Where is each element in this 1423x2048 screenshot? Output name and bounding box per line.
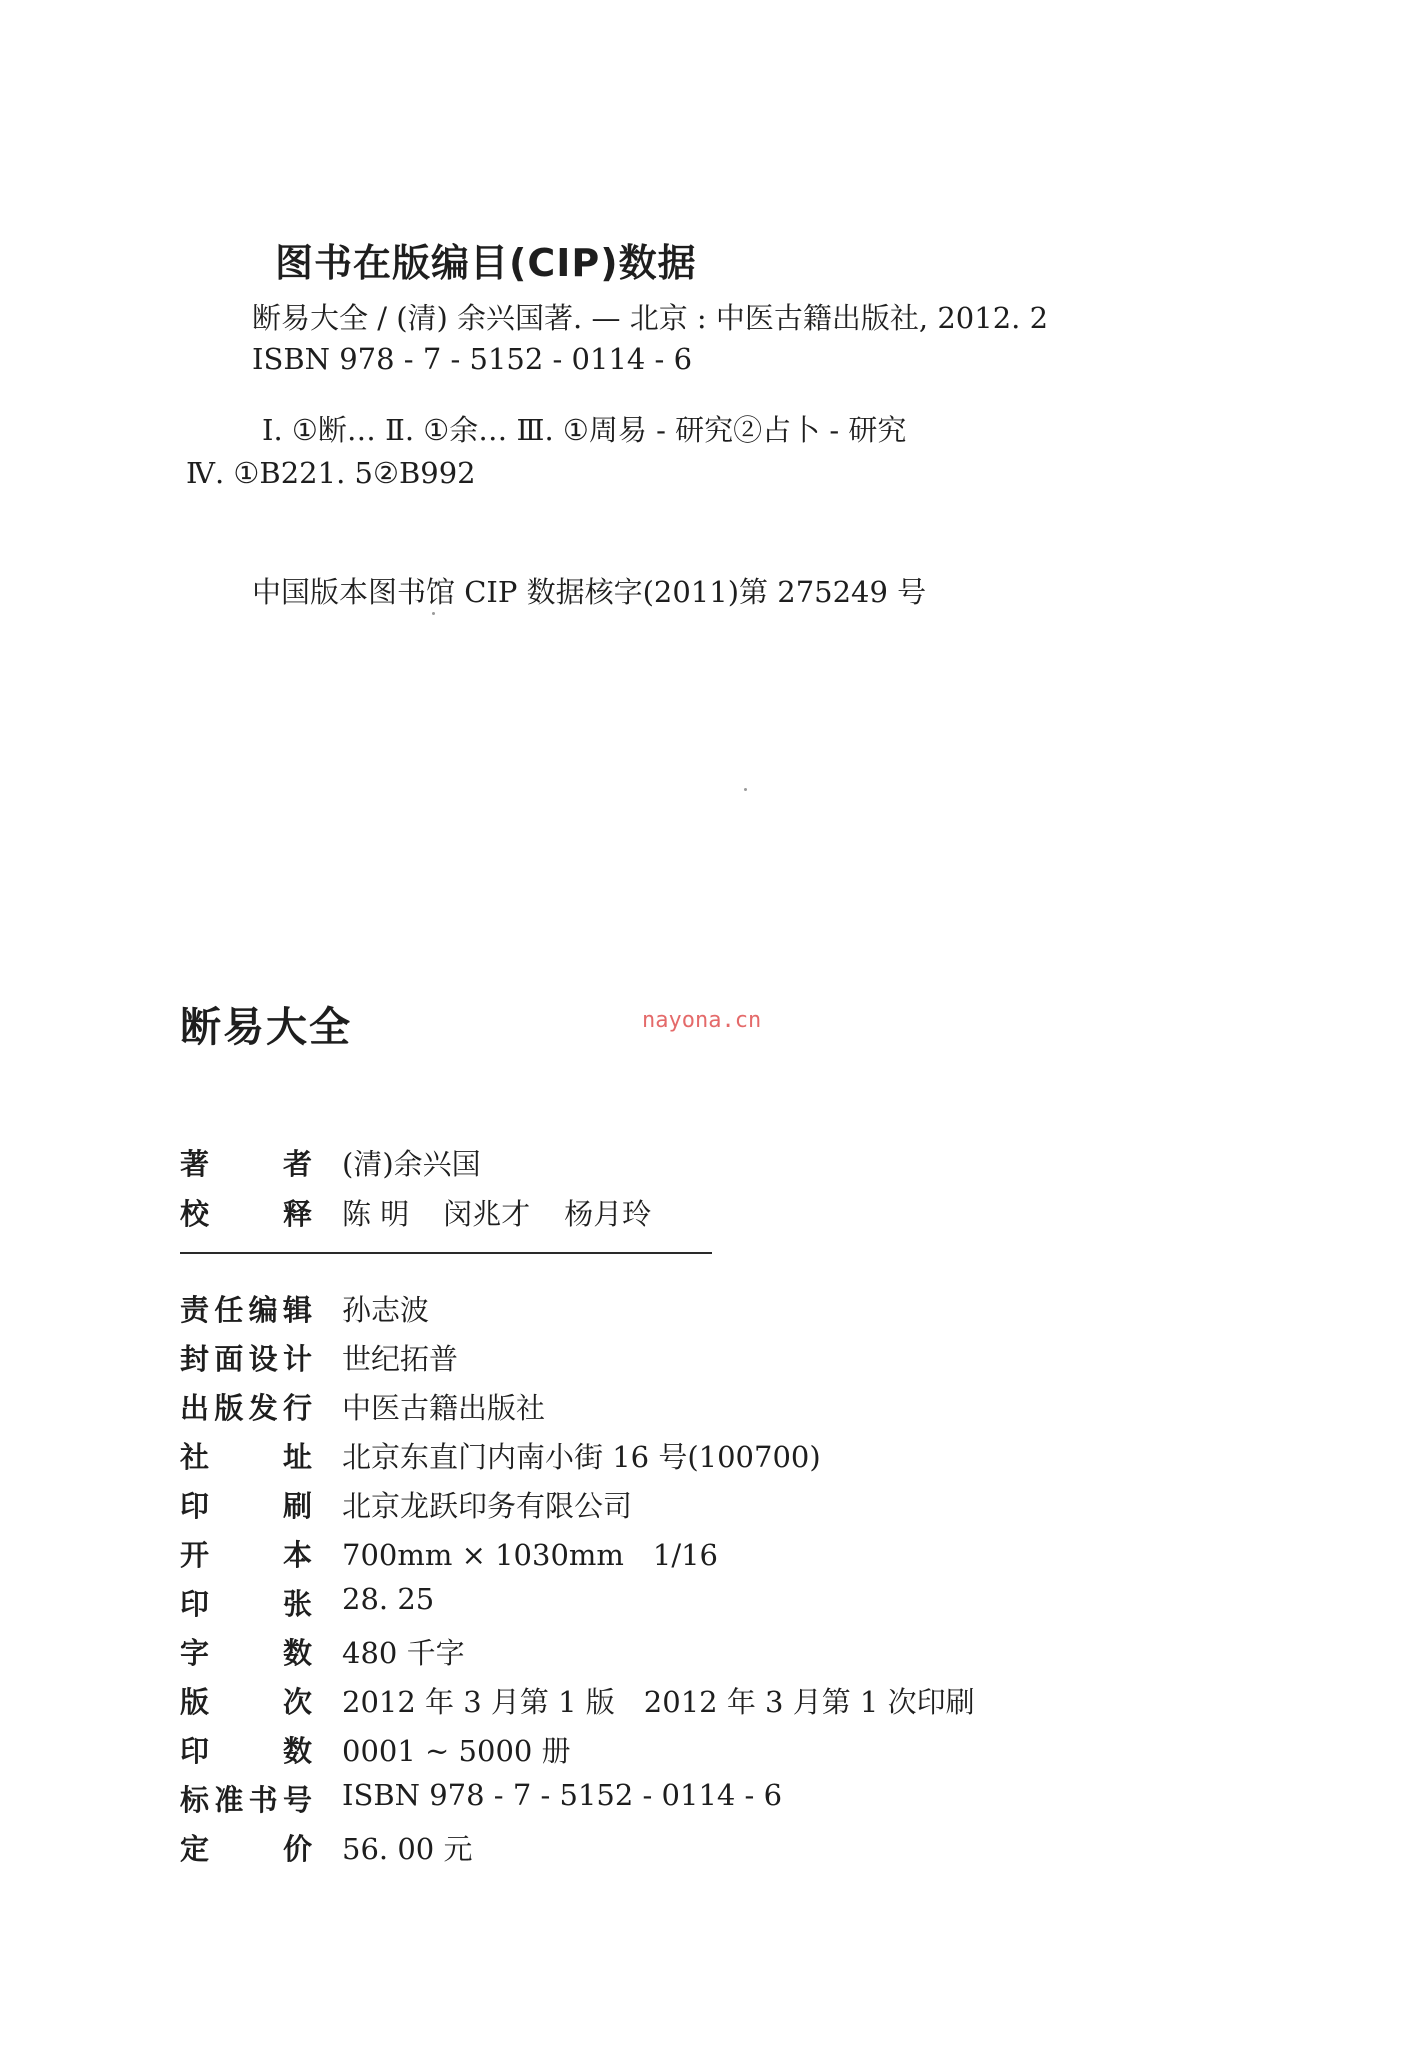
- colophon-value: 2012 年 3 月第 1 版 2012 年 3 月第 1 次印刷: [342, 1685, 975, 1719]
- colophon-label: 社址: [180, 1440, 312, 1474]
- book-title: 断易大全: [180, 1003, 352, 1051]
- colophon-row: [180, 1435, 821, 1476]
- colophon-value: 中医古籍出版社: [342, 1391, 546, 1425]
- annotators-label: 校释: [180, 1197, 312, 1231]
- colophon-label: 出版发行: [180, 1391, 312, 1425]
- scan-speck: [432, 612, 435, 615]
- cip-subject-line: Ⅰ. ①断… Ⅱ. ①余… Ⅲ. ①周易 - 研究②占卜 - 研究: [262, 413, 907, 447]
- section-divider: [180, 1252, 712, 1254]
- colophon-row: [180, 1386, 545, 1427]
- cip-heading: 图书在版编目(CIP)数据: [275, 241, 697, 285]
- colophon-label: 印数: [180, 1734, 312, 1768]
- colophon-value: 孙志波: [342, 1293, 430, 1327]
- colophon-row: [180, 1533, 718, 1574]
- cip-classification-line: Ⅳ. ①B221. 5②B992: [186, 456, 476, 490]
- colophon-label: 版次: [180, 1685, 312, 1719]
- annotator-name: 杨月玲: [564, 1197, 652, 1231]
- colophon-label: 印张: [180, 1587, 312, 1621]
- colophon-row: [180, 1729, 571, 1770]
- colophon-value: 0001 ~ 5000 册: [342, 1734, 571, 1768]
- colophon-label: 封面设计: [180, 1342, 312, 1376]
- scan-speck: [744, 788, 747, 791]
- cip-bibliographic-line: 断易大全 / (清) 余兴国著. — 北京 : 中医古籍出版社, 2012. 2: [252, 301, 1049, 335]
- colophon-row: [180, 1582, 434, 1623]
- colophon-value: 北京龙跃印务有限公司: [342, 1489, 633, 1523]
- colophon-row: [180, 1680, 975, 1721]
- author-label: 著者: [180, 1147, 312, 1181]
- colophon-value: ISBN 978 - 7 - 5152 - 0114 - 6: [342, 1778, 783, 1812]
- colophon-label: 标准书号: [180, 1783, 312, 1817]
- annotator-name: 陈 明: [342, 1197, 410, 1231]
- colophon-value: 世纪拓普: [342, 1342, 459, 1376]
- colophon-label: 开本: [180, 1538, 312, 1572]
- colophon-row: [180, 1778, 782, 1819]
- colophon-row: [180, 1288, 429, 1329]
- colophon-label: 字数: [180, 1636, 312, 1670]
- cip-verification-line: 中国版本图书馆 CIP 数据核字(2011)第 275249 号: [252, 575, 927, 609]
- colophon-row: [180, 1631, 465, 1672]
- colophon-row: [180, 1484, 632, 1525]
- colophon-value: 北京东直门内南小街 16 号(100700): [342, 1440, 821, 1474]
- colophon-row: [180, 1827, 472, 1868]
- colophon-value: 480 千字: [342, 1636, 465, 1670]
- watermark-text: nayona.cn: [642, 1008, 762, 1033]
- cip-isbn-line: ISBN 978 - 7 - 5152 - 0114 - 6: [252, 342, 693, 376]
- annotator-name: 闵兆才: [443, 1197, 531, 1231]
- annotators-row: [180, 1192, 685, 1233]
- colophon-row: [180, 1337, 458, 1378]
- annotators-value: [342, 1192, 685, 1233]
- colophon-label: 责任编辑: [180, 1293, 312, 1327]
- author-value: (清)余兴国: [342, 1147, 481, 1181]
- colophon-value: 700mm × 1030mm 1/16: [342, 1538, 719, 1572]
- colophon-label: 定价: [180, 1832, 312, 1866]
- colophon-value: 28. 25: [342, 1582, 435, 1616]
- colophon-value: 56. 00 元: [342, 1832, 473, 1866]
- colophon-label: 印刷: [180, 1489, 312, 1523]
- author-row: [180, 1142, 481, 1183]
